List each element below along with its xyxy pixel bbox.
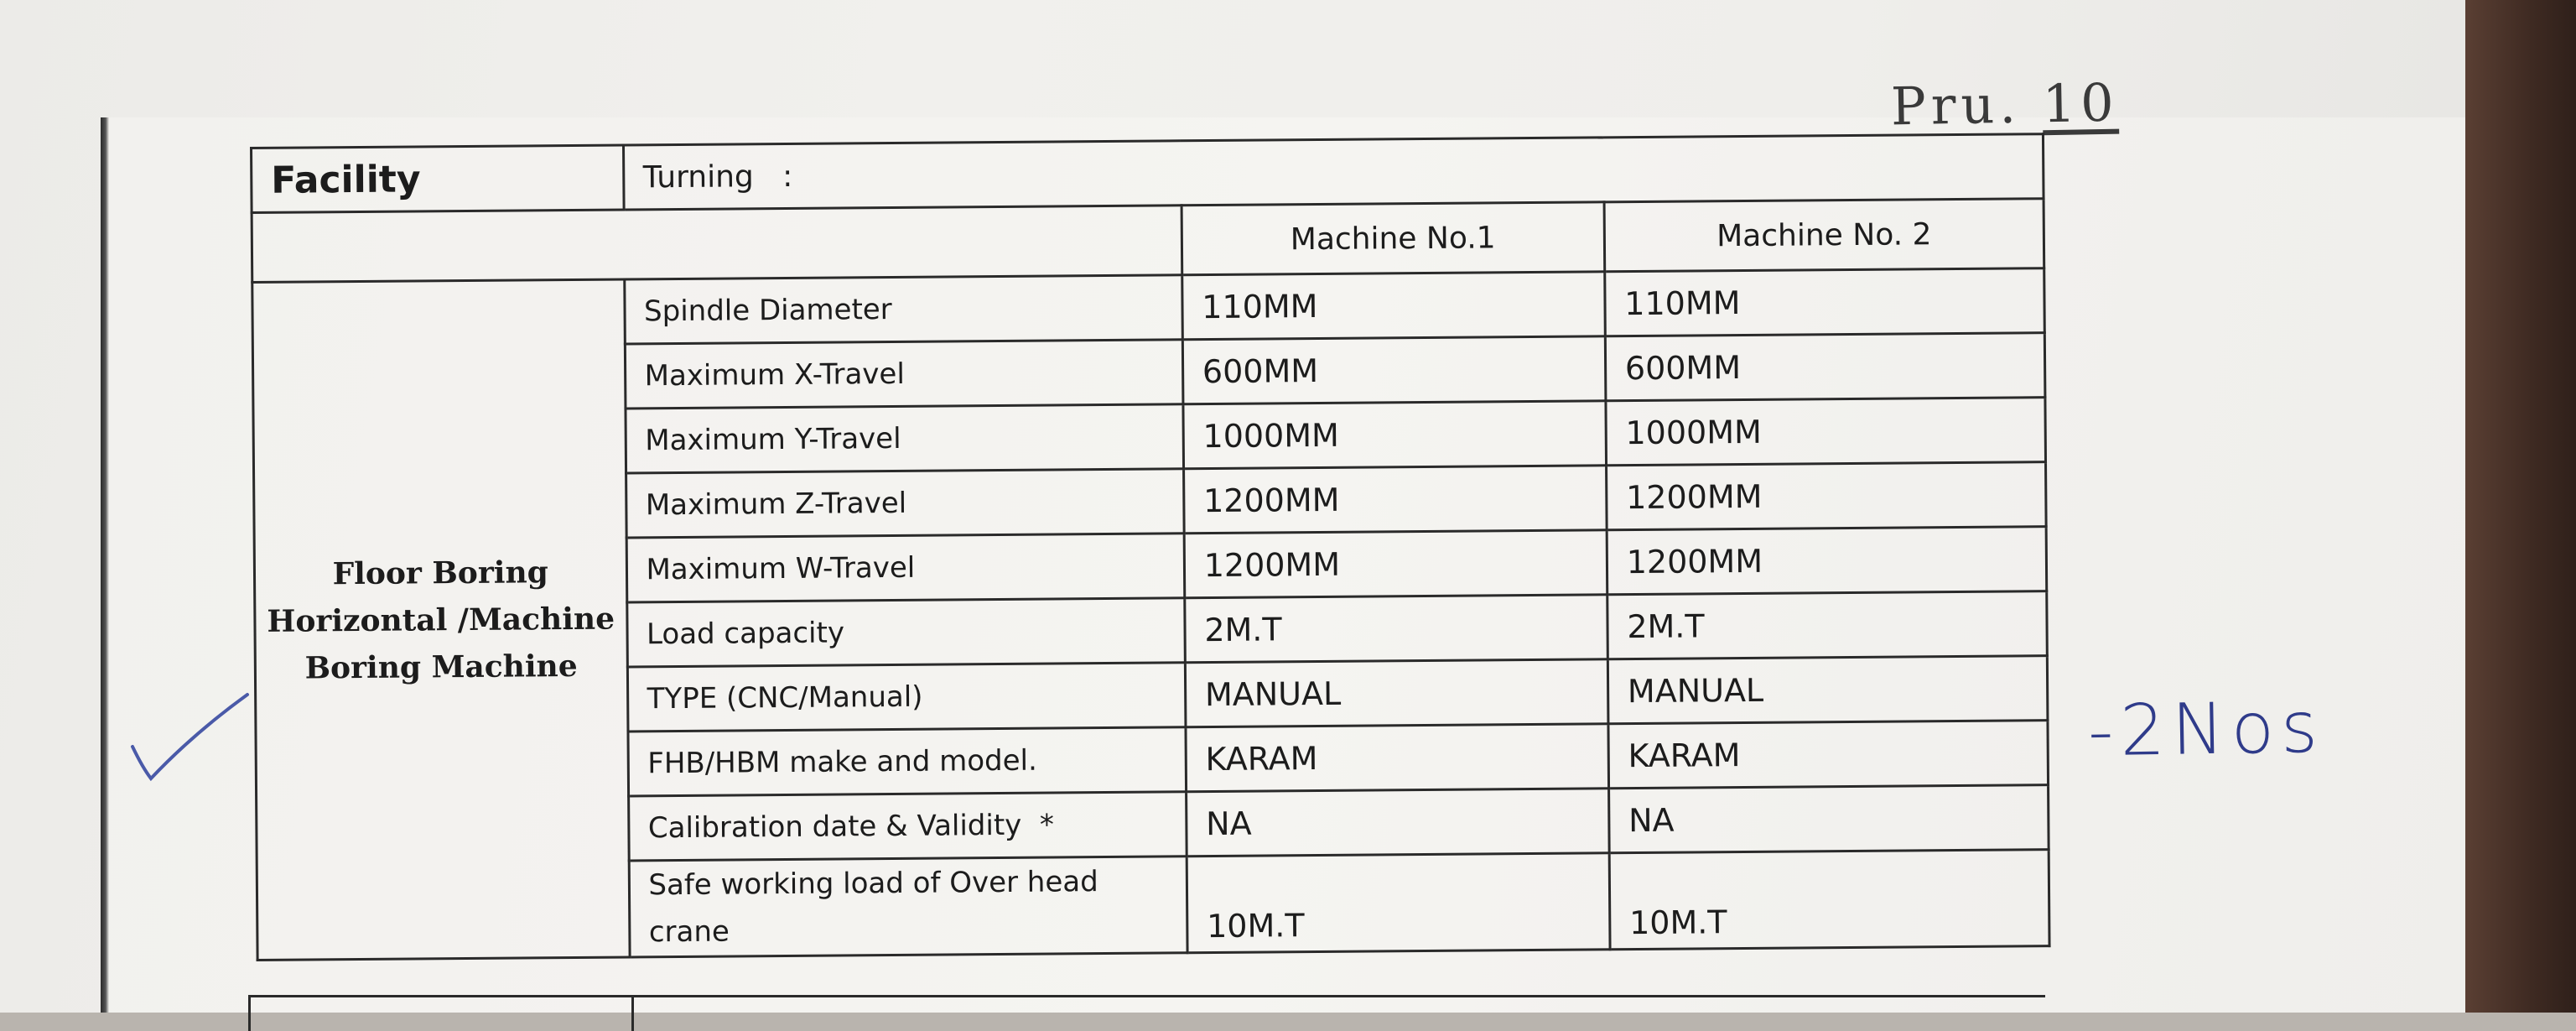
param-cell: Maximum Y-Travel <box>625 404 1183 473</box>
facility-value: Turning : <box>623 134 2044 210</box>
param-cell: Maximum Z-Travel <box>626 469 1184 538</box>
param-cell: FHB/HBM make and model. <box>628 727 1187 796</box>
blank-header-cell <box>252 206 1182 283</box>
facility-label: Facility <box>252 145 624 212</box>
machine-type-label: Floor Boring Horizontal /Machine Boring Machine <box>252 279 630 960</box>
next-table-top-edge <box>248 995 2045 1031</box>
param-cell: TYPE (CNC/Manual) <box>627 663 1186 732</box>
machine-2-value: MANUAL <box>1607 656 2048 724</box>
machine-1-value: 1000MM <box>1183 401 1607 469</box>
handwritten-quantity-note: -2Nos <box>2087 685 2325 773</box>
param-cell: Maximum W-Travel <box>626 534 1185 602</box>
machine-2-value: 110MM <box>1605 268 2045 336</box>
desk-background <box>2465 0 2576 1013</box>
check-mark-icon <box>126 688 252 789</box>
machine-1-value: 10M.T <box>1187 853 1610 953</box>
machine-1-header: Machine No.1 <box>1182 202 1605 275</box>
facility-spec-table-wrapper <box>250 133 2051 961</box>
page-note-prefix: Pru. <box>1890 73 2022 138</box>
page-note-number: 10 <box>2042 71 2120 135</box>
facility-spec-table <box>250 133 2051 961</box>
machine-1-value: 1200MM <box>1184 530 1607 598</box>
machine-2-value: 600MM <box>1605 333 2045 401</box>
machine-2-value: NA <box>1608 785 2049 853</box>
machine-1-value: 110MM <box>1182 272 1606 340</box>
machine-2-value: KARAM <box>1608 721 2049 789</box>
machine-2-value: 1000MM <box>1606 398 2046 466</box>
machine-1-value: 2M.T <box>1185 595 1608 663</box>
next-table-divider <box>631 997 634 1031</box>
machine-2-value: 1200MM <box>1607 527 2047 595</box>
param-cell: Safe working load of Over head crane <box>629 857 1187 957</box>
machine-1-value: NA <box>1186 789 1609 857</box>
handwritten-page-note <box>1890 72 2119 138</box>
machine-2-value: 10M.T <box>1609 850 2049 950</box>
param-cell: Load capacity <box>626 598 1185 667</box>
machine-1-value: 1200MM <box>1183 466 1607 534</box>
param-cell: Spindle Diameter <box>624 275 1182 344</box>
machine-2-value: 1200MM <box>1606 462 2046 530</box>
param-cell: Calibration date & Validity * <box>628 792 1187 861</box>
machine-2-value: 2M.T <box>1607 591 2048 659</box>
machine-2-header: Machine No. 2 <box>1604 199 2044 272</box>
machine-1-value: KARAM <box>1186 724 1609 792</box>
machine-1-value: 600MM <box>1182 336 1606 404</box>
machine-1-value: MANUAL <box>1185 659 1608 727</box>
param-cell: Maximum X-Travel <box>625 340 1183 409</box>
page-fold-shadow <box>101 117 109 1013</box>
